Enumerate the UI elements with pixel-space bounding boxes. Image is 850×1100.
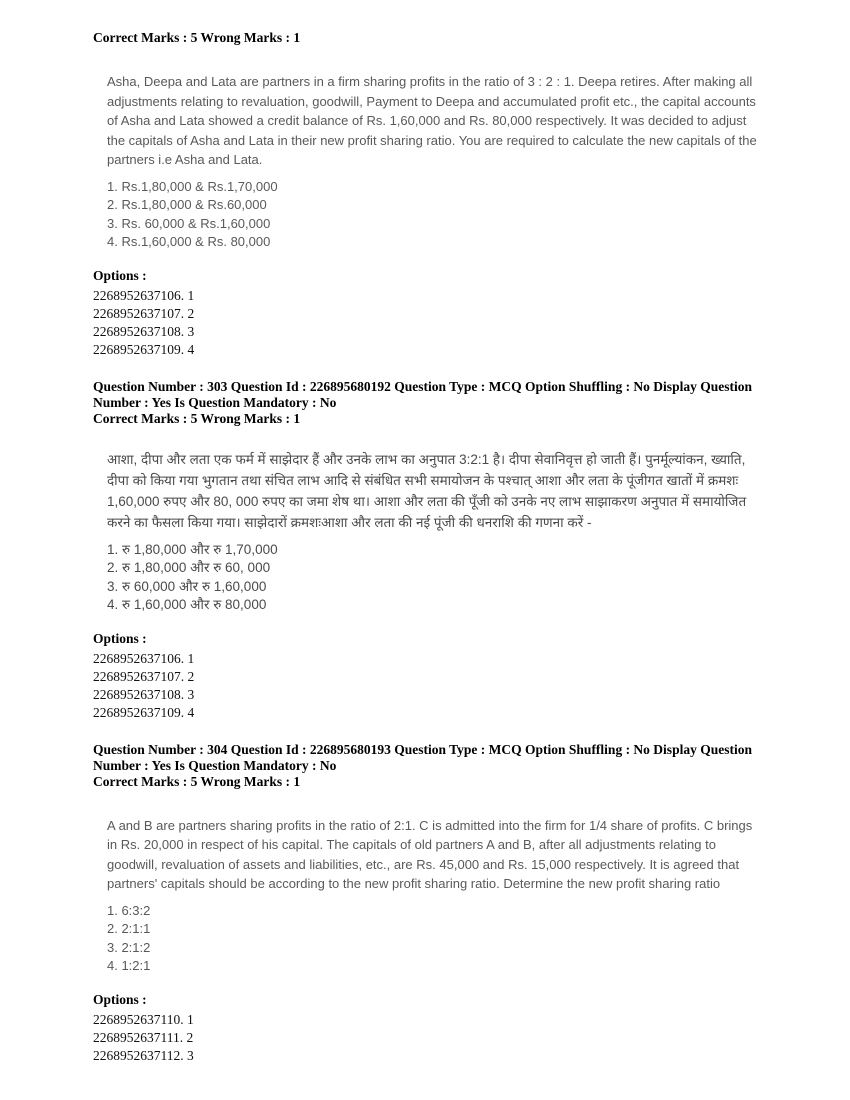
question-block-304 [93,742,758,1065]
option-id-row: 2268952637108. 3 [93,323,195,339]
options-label: Options : [93,991,147,1007]
question-block-303 [93,379,758,722]
option-id-list [93,287,758,359]
option-id-row: 2268952637106. 1 [93,650,195,666]
choice-item: 3. 2:1:2 [107,939,151,955]
option-id-list [93,650,758,722]
option-id-row: 2268952637111. 2 [93,1029,194,1045]
option-id-row: 2268952637109. 4 [93,704,195,720]
choice-list [107,541,758,615]
option-id-row: 2268952637107. 2 [93,305,195,321]
options-label: Options : [93,630,147,646]
question-header: Question Number : 304 Question Id : 226895680193 Question Type : MCQ Option Shuffling : No Display Question Number : Yes Is Question Mandatory : No [93,741,752,773]
option-id-row: 2268952637110. 1 [93,1011,194,1027]
choice-list [107,178,758,252]
choice-item: 4. रु 1,60,000 और रु 80,000 [107,597,267,612]
question-text: A and B are partners sharing profits in the ratio of 2:1. C is admitted into the firm for 1/4 share of profits. C brings in Rs. 20,000 in respect of his capital. The capitals of old partners A and B, after all adjustments relating to goodwill, revaluation of assets and liabilities, etc., are Rs. 45,000 and Rs. 15,000 respectively. It is agreed that partners' capitals should be according to the new profit sharing ratio. Determine the new profit sharing ratio [107,817,753,891]
option-id-row: 2268952637106. 1 [93,287,195,303]
choice-item: 2. 2:1:1 [107,921,151,936]
choice-item: 2. रु 1,80,000 और रु 60, 000 [107,560,271,575]
question-text: Asha, Deepa and Lata are partners in a firm sharing profits in the ratio of 3 : 2 : 1. Deepa retires. After making all adjustments relating to revaluation, goodwill, Payment to Deepa and accumulated profit etc., the capital accounts of Asha and Lata showed a credit balance of Rs. 1,60,000 and Rs. 80,000 respectively. It was decided to adjust the capitals of Asha and Lata in their new profit sharing ratio. You are required to calculate the new capitals of the partners i.e Asha and Lata. [107,74,757,167]
option-id-row: 2268952637109. 4 [93,341,195,357]
question-header: Question Number : 303 Question Id : 226895680192 Question Type : MCQ Option Shuffling : No Display Question Number : Yes Is Question Mandatory : No [93,378,752,410]
marks-line: Correct Marks : 5 Wrong Marks : 1 [93,410,301,426]
question-text: आशा, दीपा और लता एक फर्म में साझेदार हैं और उनके लाभ का अनुपात 3:2:1 है। दीपा सेवानिवृत्त हो जाती हैं। पुनर्मूल्यांकन, ख्याति, दीपा को किया गया भुगतान तथा संचित लाभ आदि से संबंधित सभी समायोजन के पश्चात् आशा और लता के पूंजीगत खातों में क्रमशः 1,60,000 रुपए और 80, 000 रुपए का जमा शेष था। आशा और लता की पूँजी को उनके नए लाभ साझाकरण अनुपात में समायोजित करने का फैसला किया गया। साझेदारों क्रमशःआशा और लता की नई पूंजी की धनराशि की गणना करें - [107,451,747,530]
marks-line: Correct Marks : 5 Wrong Marks : 1 [93,773,301,789]
choice-item: 1. Rs.1,80,000 & Rs.1,70,000 [107,178,278,194]
marks-line: Correct Marks : 5 Wrong Marks : 1 [93,30,301,45]
question-block-302 [93,30,758,359]
choice-item: 3. रु 60,000 और रु 1,60,000 [107,578,267,594]
option-id-row: 2268952637108. 3 [93,686,195,702]
choice-item: 2. Rs.1,80,000 & Rs.60,000 [107,197,267,212]
choice-item: 1. 6:3:2 [107,902,151,918]
choice-item: 3. Rs. 60,000 & Rs.1,60,000 [107,215,271,231]
choice-item: 4. Rs.1,60,000 & Rs. 80,000 [107,234,271,249]
options-label: Options : [93,267,147,283]
choice-list [107,902,758,976]
option-id-row: 2268952637107. 2 [93,668,195,684]
option-id-row: 2268952637112. 3 [93,1047,194,1063]
choice-item: 4. 1:2:1 [107,958,151,973]
option-id-list [93,1011,758,1065]
choice-item: 1. रु 1,80,000 और रु 1,70,000 [107,541,278,557]
